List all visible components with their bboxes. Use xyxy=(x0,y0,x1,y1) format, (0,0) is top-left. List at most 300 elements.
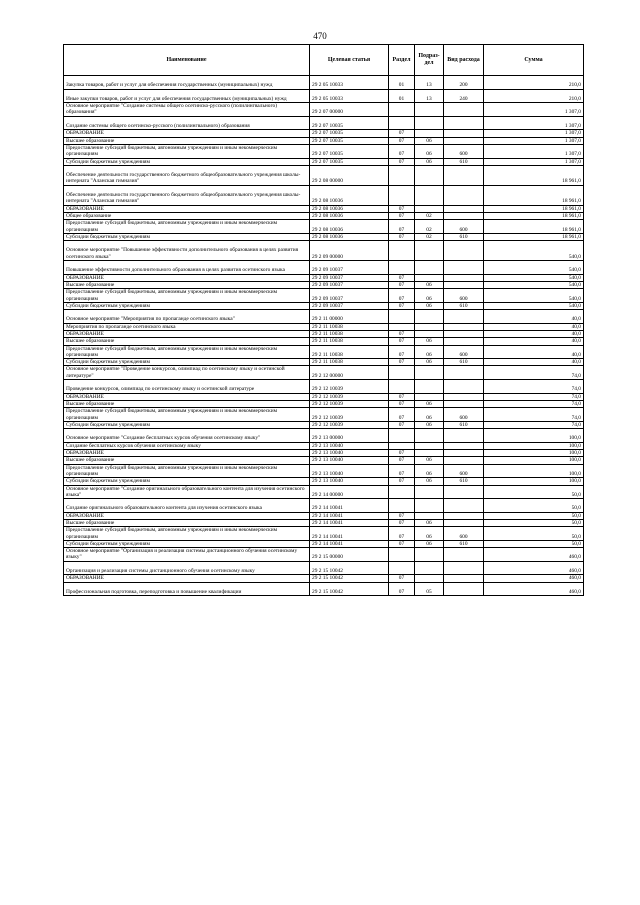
row-podrazdel-cell: 06 xyxy=(415,400,444,407)
row-razdel-cell: 07 xyxy=(389,220,415,234)
row-name-cell: Субсидии бюджетным учреждениям xyxy=(64,421,310,428)
row-razdel-cell xyxy=(389,310,415,324)
row-vid-cell: 600 xyxy=(444,527,484,541)
row-vid-cell xyxy=(444,338,484,345)
table-row xyxy=(64,165,584,185)
table-row xyxy=(64,527,584,541)
row-vid-cell xyxy=(444,485,484,499)
row-vid-cell xyxy=(444,185,484,205)
table-row xyxy=(64,330,584,337)
table-row xyxy=(64,540,584,547)
table-row xyxy=(64,408,584,422)
table-row xyxy=(64,478,584,485)
row-podrazdel-cell xyxy=(415,485,444,499)
row-name-cell: Основное мероприятие "Мероприятия по пропаганде осетинского языка" xyxy=(64,310,310,324)
row-target-cell: 29 2 08 00000 xyxy=(310,165,389,185)
row-name-cell: Основное мероприятие "Проведение конкурсов, олимпиад по осетинскому языку и осетинской литературе" xyxy=(64,366,310,380)
row-sum-cell: 40,0 xyxy=(484,338,584,345)
table-row xyxy=(64,485,584,499)
row-vid-cell xyxy=(444,400,484,407)
row-name-cell: Проведение конкурсов, олимпиад по осетинскому языку и осетинской литературе xyxy=(64,380,310,394)
row-sum-cell: 1 307,0 xyxy=(484,158,584,165)
table-row xyxy=(64,302,584,309)
row-sum-cell: 18 961,0 xyxy=(484,220,584,234)
row-name-cell: Основное мероприятие "Повышение эффективности дополнительного образования в целях развития осетинского языка" xyxy=(64,241,310,261)
row-sum-cell: 100,0 xyxy=(484,457,584,464)
row-razdel-cell: 07 xyxy=(389,274,415,281)
row-name-cell: Субсидии бюджетным учреждениям xyxy=(64,478,310,485)
row-name-cell: ОБРАЗОВАНИЕ xyxy=(64,512,310,519)
row-sum-cell: 100,0 xyxy=(484,442,584,449)
table-row xyxy=(64,582,584,596)
row-razdel-cell xyxy=(389,499,415,513)
table-row xyxy=(64,130,584,137)
row-target-cell: 29 2 14 10041 xyxy=(310,540,389,547)
row-podrazdel-cell xyxy=(415,450,444,457)
table-row xyxy=(64,310,584,324)
row-vid-cell xyxy=(444,205,484,212)
row-sum-cell: 1 307,0 xyxy=(484,116,584,130)
row-podrazdel-cell xyxy=(415,561,444,575)
table-row xyxy=(64,393,584,400)
row-razdel-cell: 07 xyxy=(389,130,415,137)
row-podrazdel-cell: 06 xyxy=(415,345,444,359)
row-razdel-cell: 07 xyxy=(389,421,415,428)
table-row xyxy=(64,289,584,303)
row-podrazdel-cell: 06 xyxy=(415,137,444,144)
row-target-cell: 29 2 08 10036 xyxy=(310,205,389,212)
row-vid-cell xyxy=(444,330,484,337)
row-vid-cell xyxy=(444,512,484,519)
row-name-cell: Субсидии бюджетным учреждениям xyxy=(64,302,310,309)
table-row xyxy=(64,338,584,345)
row-target-cell: 29 2 13 10040 xyxy=(310,457,389,464)
row-vid-cell: 600 xyxy=(444,408,484,422)
row-podrazdel-cell xyxy=(415,429,444,443)
table-row xyxy=(64,450,584,457)
row-name-cell: ОБРАЗОВАНИЕ xyxy=(64,450,310,457)
row-razdel-cell: 07 xyxy=(389,137,415,144)
table-row xyxy=(64,233,584,240)
row-name-cell: Субсидии бюджетным учреждениям xyxy=(64,158,310,165)
table-row xyxy=(64,137,584,144)
row-razdel-cell xyxy=(389,185,415,205)
row-name-cell: Предоставление субсидий бюджетным, автономным учреждениям и иным некоммерческим организациям xyxy=(64,289,310,303)
row-name-cell: Профессиональная подготовка, переподготовка и повышение квалификации xyxy=(64,582,310,596)
row-vid-cell xyxy=(444,137,484,144)
row-vid-cell xyxy=(444,116,484,130)
row-target-cell: 29 2 09 10037 xyxy=(310,289,389,303)
row-podrazdel-cell xyxy=(415,512,444,519)
row-target-cell: 29 2 12 10039 xyxy=(310,400,389,407)
row-name-cell: Основное мероприятие "Создание бесплатных курсов обучения осетинскому языку" xyxy=(64,429,310,443)
row-podrazdel-cell: 06 xyxy=(415,540,444,547)
row-podrazdel-cell: 13 xyxy=(415,89,444,103)
row-podrazdel-cell: 06 xyxy=(415,281,444,288)
row-name-cell: Субсидии бюджетным учреждениям xyxy=(64,233,310,240)
row-podrazdel-cell: 06 xyxy=(415,457,444,464)
row-razdel-cell xyxy=(389,116,415,130)
row-sum-cell: 74,0 xyxy=(484,408,584,422)
row-razdel-cell xyxy=(389,241,415,261)
table-row xyxy=(64,158,584,165)
row-razdel-cell: 07 xyxy=(389,540,415,547)
row-razdel-cell: 07 xyxy=(389,400,415,407)
row-vid-cell xyxy=(444,310,484,324)
table-row xyxy=(64,520,584,527)
row-razdel-cell xyxy=(389,165,415,185)
row-vid-cell xyxy=(444,241,484,261)
row-vid-cell xyxy=(444,561,484,575)
row-sum-cell: 40,0 xyxy=(484,310,584,324)
row-name-cell: Субсидии бюджетным учреждениям xyxy=(64,359,310,366)
row-sum-cell: 1 307,0 xyxy=(484,130,584,137)
row-target-cell: 29 2 11 10038 xyxy=(310,359,389,366)
row-vid-cell: 610 xyxy=(444,421,484,428)
row-name-cell: Закупка товаров, работ и услуг для обеспечения государственных (муниципальных) нужд xyxy=(64,76,310,90)
row-sum-cell: 74,0 xyxy=(484,366,584,380)
row-vid-cell xyxy=(444,165,484,185)
row-sum-cell: 18 961,0 xyxy=(484,212,584,219)
row-razdel-cell: 07 xyxy=(389,205,415,212)
row-razdel-cell: 07 xyxy=(389,338,415,345)
row-target-cell: 29 2 11 00000 xyxy=(310,310,389,324)
row-target-cell: 29 2 14 10041 xyxy=(310,512,389,519)
row-vid-cell xyxy=(444,457,484,464)
row-razdel-cell: 07 xyxy=(389,281,415,288)
row-name-cell: Высшее образование xyxy=(64,520,310,527)
row-sum-cell: 40,0 xyxy=(484,323,584,330)
table-row xyxy=(64,548,584,562)
row-vid-cell xyxy=(444,212,484,219)
table-row xyxy=(64,442,584,449)
row-vid-cell xyxy=(444,380,484,394)
row-target-cell: 29 2 14 10041 xyxy=(310,527,389,541)
row-razdel-cell: 07 xyxy=(389,212,415,219)
row-sum-cell: 540,0 xyxy=(484,261,584,275)
row-vid-cell xyxy=(444,442,484,449)
header-sum: Сумма xyxy=(484,45,584,76)
row-razdel-cell xyxy=(389,548,415,562)
table-row xyxy=(64,400,584,407)
row-podrazdel-cell xyxy=(415,330,444,337)
row-sum-cell: 18 961,0 xyxy=(484,205,584,212)
row-razdel-cell: 07 xyxy=(389,289,415,303)
row-target-cell: 29 2 07 10035 xyxy=(310,137,389,144)
row-vid-cell xyxy=(444,582,484,596)
table-body xyxy=(64,76,584,596)
table-row xyxy=(64,457,584,464)
row-target-cell: 29 2 12 10039 xyxy=(310,380,389,394)
row-podrazdel-cell xyxy=(415,575,444,582)
row-vid-cell xyxy=(444,575,484,582)
row-vid-cell: 200 xyxy=(444,76,484,90)
row-sum-cell: 210,0 xyxy=(484,76,584,90)
row-razdel-cell: 07 xyxy=(389,450,415,457)
header-target: Целевая статья xyxy=(310,45,389,76)
row-sum-cell: 50,0 xyxy=(484,512,584,519)
row-podrazdel-cell: 06 xyxy=(415,338,444,345)
row-sum-cell: 1 307,0 xyxy=(484,103,584,117)
row-razdel-cell: 07 xyxy=(389,527,415,541)
row-vid-cell xyxy=(444,323,484,330)
row-target-cell: 29 2 11 10038 xyxy=(310,345,389,359)
row-target-cell: 29 2 12 10039 xyxy=(310,408,389,422)
row-sum-cell: 540,0 xyxy=(484,289,584,303)
table-row xyxy=(64,76,584,90)
row-name-cell: Обеспечение деятельности государственного бюджетного общеобразовательного учреждения школы-интерната "Аланская гимназия" xyxy=(64,185,310,205)
row-vid-cell xyxy=(444,103,484,117)
row-name-cell: Иные закупки товаров, работ и услуг для обеспечения государственных (муниципальных) нужд xyxy=(64,89,310,103)
header-podrazdel: Подраз-дел xyxy=(415,45,444,76)
row-name-cell: Основное мероприятие "Создание оригинального образовательного контента для изучения осетинского языка" xyxy=(64,485,310,499)
row-sum-cell: 74,0 xyxy=(484,400,584,407)
row-target-cell: 29 2 13 10040 xyxy=(310,478,389,485)
row-vid-cell: 600 xyxy=(444,345,484,359)
row-podrazdel-cell xyxy=(415,274,444,281)
row-podrazdel-cell xyxy=(415,261,444,275)
row-target-cell: 29 2 15 00000 xyxy=(310,548,389,562)
table-header-row xyxy=(64,45,584,76)
row-podrazdel-cell: 06 xyxy=(415,144,444,158)
table-row xyxy=(64,359,584,366)
row-vid-cell xyxy=(444,450,484,457)
row-name-cell: ОБРАЗОВАНИЕ xyxy=(64,330,310,337)
row-podrazdel-cell: 06 xyxy=(415,408,444,422)
row-podrazdel-cell: 06 xyxy=(415,289,444,303)
row-sum-cell: 540,0 xyxy=(484,274,584,281)
row-name-cell: Субсидии бюджетным учреждениям xyxy=(64,540,310,547)
row-podrazdel-cell xyxy=(415,393,444,400)
table-row xyxy=(64,345,584,359)
row-razdel-cell: 07 xyxy=(389,359,415,366)
row-vid-cell: 610 xyxy=(444,158,484,165)
row-podrazdel-cell xyxy=(415,442,444,449)
row-target-cell: 29 2 13 10040 xyxy=(310,464,389,478)
table-row xyxy=(64,464,584,478)
row-razdel-cell: 07 xyxy=(389,408,415,422)
row-vid-cell: 610 xyxy=(444,540,484,547)
row-name-cell: ОБРАЗОВАНИЕ xyxy=(64,575,310,582)
row-vid-cell: 610 xyxy=(444,478,484,485)
row-podrazdel-cell xyxy=(415,185,444,205)
row-sum-cell: 50,0 xyxy=(484,499,584,513)
row-razdel-cell: 07 xyxy=(389,158,415,165)
row-vid-cell: 610 xyxy=(444,233,484,240)
row-sum-cell: 210,0 xyxy=(484,89,584,103)
row-vid-cell: 600 xyxy=(444,464,484,478)
row-name-cell: Мероприятия по пропаганде осетинского языка xyxy=(64,323,310,330)
row-vid-cell: 610 xyxy=(444,359,484,366)
row-sum-cell: 460,0 xyxy=(484,575,584,582)
row-sum-cell: 50,0 xyxy=(484,540,584,547)
row-podrazdel-cell: 06 xyxy=(415,302,444,309)
row-podrazdel-cell: 06 xyxy=(415,520,444,527)
row-razdel-cell xyxy=(389,380,415,394)
table-row xyxy=(64,103,584,117)
row-name-cell: Высшее образование xyxy=(64,281,310,288)
row-razdel-cell: 07 xyxy=(389,512,415,519)
row-vid-cell xyxy=(444,366,484,380)
row-razdel-cell: 07 xyxy=(389,393,415,400)
row-sum-cell: 40,0 xyxy=(484,359,584,366)
row-target-cell: 29 2 11 10038 xyxy=(310,338,389,345)
row-podrazdel-cell xyxy=(415,323,444,330)
row-vid-cell xyxy=(444,130,484,137)
row-podrazdel-cell xyxy=(415,165,444,185)
row-sum-cell: 18 961,0 xyxy=(484,165,584,185)
row-name-cell: Создание системы общего осетинско-русского (полилингвального) образования xyxy=(64,116,310,130)
row-razdel-cell: 07 xyxy=(389,144,415,158)
row-vid-cell: 600 xyxy=(444,289,484,303)
row-sum-cell: 100,0 xyxy=(484,464,584,478)
row-target-cell: 29 2 09 10037 xyxy=(310,274,389,281)
row-razdel-cell xyxy=(389,442,415,449)
row-name-cell: Предоставление субсидий бюджетным, автономным учреждениям и иным некоммерческим организациям xyxy=(64,220,310,234)
row-podrazdel-cell xyxy=(415,103,444,117)
row-name-cell: Предоставление субсидий бюджетным, автономным учреждениям и иным некоммерческим организациям xyxy=(64,144,310,158)
row-sum-cell: 18 961,0 xyxy=(484,185,584,205)
page-number: 470 xyxy=(313,31,327,41)
row-podrazdel-cell xyxy=(415,310,444,324)
table-row xyxy=(64,212,584,219)
row-vid-cell: 610 xyxy=(444,302,484,309)
row-name-cell: Высшее образование xyxy=(64,338,310,345)
row-razdel-cell xyxy=(389,429,415,443)
table-row xyxy=(64,499,584,513)
row-target-cell: 29 2 05 10033 xyxy=(310,89,389,103)
row-podrazdel-cell: 02 xyxy=(415,233,444,240)
row-target-cell: 29 2 15 10042 xyxy=(310,575,389,582)
row-target-cell: 29 2 09 10037 xyxy=(310,281,389,288)
row-target-cell: 29 2 14 10041 xyxy=(310,499,389,513)
row-target-cell: 29 2 08 10036 xyxy=(310,212,389,219)
row-sum-cell: 100,0 xyxy=(484,450,584,457)
row-podrazdel-cell: 06 xyxy=(415,464,444,478)
row-razdel-cell: 07 xyxy=(389,478,415,485)
row-podrazdel-cell: 13 xyxy=(415,76,444,90)
header-vid: Вид расхода xyxy=(444,45,484,76)
row-name-cell: Организация и реализация системы дистанционного обучения осетинскому языку xyxy=(64,561,310,575)
row-razdel-cell xyxy=(389,103,415,117)
row-target-cell: 29 2 08 10036 xyxy=(310,185,389,205)
row-podrazdel-cell: 05 xyxy=(415,582,444,596)
row-razdel-cell: 07 xyxy=(389,582,415,596)
row-target-cell: 29 2 08 10036 xyxy=(310,233,389,240)
table-row xyxy=(64,323,584,330)
row-name-cell: Основное мероприятие "Организация и реализация системы дистанционного обучения осетинскому языку" xyxy=(64,548,310,562)
budget-table xyxy=(63,44,584,596)
row-target-cell: 29 2 07 10035 xyxy=(310,158,389,165)
table-row xyxy=(64,575,584,582)
row-sum-cell: 100,0 xyxy=(484,429,584,443)
row-razdel-cell: 01 xyxy=(389,76,415,90)
row-podrazdel-cell xyxy=(415,499,444,513)
row-sum-cell: 40,0 xyxy=(484,330,584,337)
row-razdel-cell xyxy=(389,261,415,275)
row-target-cell: 29 2 11 10038 xyxy=(310,330,389,337)
row-target-cell: 29 2 13 10040 xyxy=(310,450,389,457)
row-sum-cell: 460,0 xyxy=(484,561,584,575)
row-razdel-cell: 07 xyxy=(389,330,415,337)
row-razdel-cell: 07 xyxy=(389,233,415,240)
row-target-cell: 29 2 13 10040 xyxy=(310,442,389,449)
row-sum-cell: 540,0 xyxy=(484,302,584,309)
row-razdel-cell: 07 xyxy=(389,464,415,478)
row-sum-cell: 100,0 xyxy=(484,478,584,485)
row-razdel-cell xyxy=(389,485,415,499)
row-target-cell: 29 2 15 10042 xyxy=(310,582,389,596)
row-name-cell: Высшее образование xyxy=(64,457,310,464)
row-podrazdel-cell: 06 xyxy=(415,359,444,366)
row-razdel-cell xyxy=(389,323,415,330)
row-podrazdel-cell: 02 xyxy=(415,220,444,234)
table-row xyxy=(64,220,584,234)
row-razdel-cell xyxy=(389,561,415,575)
row-razdel-cell: 07 xyxy=(389,575,415,582)
row-name-cell: Высшее образование xyxy=(64,137,310,144)
row-podrazdel-cell: 06 xyxy=(415,421,444,428)
row-razdel-cell: 07 xyxy=(389,457,415,464)
row-podrazdel-cell: 06 xyxy=(415,158,444,165)
row-target-cell: 29 2 14 10041 xyxy=(310,520,389,527)
row-name-cell: Предоставление субсидий бюджетным, автономным учреждениям и иным некоммерческим организациям xyxy=(64,464,310,478)
row-vid-cell xyxy=(444,281,484,288)
row-name-cell: Предоставление субсидий бюджетным, автономным учреждениям и иным некоммерческим организациям xyxy=(64,345,310,359)
row-vid-cell xyxy=(444,429,484,443)
table-row xyxy=(64,241,584,261)
row-sum-cell: 40,0 xyxy=(484,345,584,359)
row-sum-cell: 50,0 xyxy=(484,485,584,499)
table-row xyxy=(64,205,584,212)
header-razdel: Раздел xyxy=(389,45,415,76)
row-target-cell: 29 2 12 00000 xyxy=(310,366,389,380)
table-row xyxy=(64,185,584,205)
row-sum-cell: 460,0 xyxy=(484,582,584,596)
table-row xyxy=(64,89,584,103)
row-podrazdel-cell xyxy=(415,380,444,394)
row-target-cell: 29 2 09 10037 xyxy=(310,302,389,309)
row-target-cell: 29 2 08 10036 xyxy=(310,220,389,234)
row-sum-cell: 50,0 xyxy=(484,520,584,527)
row-target-cell: 29 2 12 10039 xyxy=(310,393,389,400)
row-target-cell: 29 2 15 10042 xyxy=(310,561,389,575)
row-sum-cell: 1 307,0 xyxy=(484,137,584,144)
row-target-cell: 29 2 05 10033 xyxy=(310,76,389,90)
row-target-cell: 29 2 14 00000 xyxy=(310,485,389,499)
row-name-cell: Создание бесплатных курсов обучения осетинскому языку xyxy=(64,442,310,449)
row-razdel-cell: 07 xyxy=(389,520,415,527)
table-row xyxy=(64,421,584,428)
row-razdel-cell: 07 xyxy=(389,302,415,309)
row-sum-cell: 74,0 xyxy=(484,380,584,394)
row-podrazdel-cell: 06 xyxy=(415,527,444,541)
table-row xyxy=(64,366,584,380)
row-name-cell: Основное мероприятие "Создание системы общего осетинско-русского (полилингвального) образования" xyxy=(64,103,310,117)
row-razdel-cell: 07 xyxy=(389,345,415,359)
row-vid-cell xyxy=(444,261,484,275)
row-sum-cell: 74,0 xyxy=(484,393,584,400)
row-vid-cell xyxy=(444,548,484,562)
row-target-cell: 29 2 11 10038 xyxy=(310,323,389,330)
row-name-cell: Создание оригинального образовательного контента для изучения осетинского языка xyxy=(64,499,310,513)
row-sum-cell: 1 307,0 xyxy=(484,144,584,158)
row-target-cell: 29 2 07 00000 xyxy=(310,103,389,117)
row-name-cell: ОБРАЗОВАНИЕ xyxy=(64,205,310,212)
row-vid-cell xyxy=(444,499,484,513)
row-razdel-cell: 01 xyxy=(389,89,415,103)
table-row xyxy=(64,512,584,519)
